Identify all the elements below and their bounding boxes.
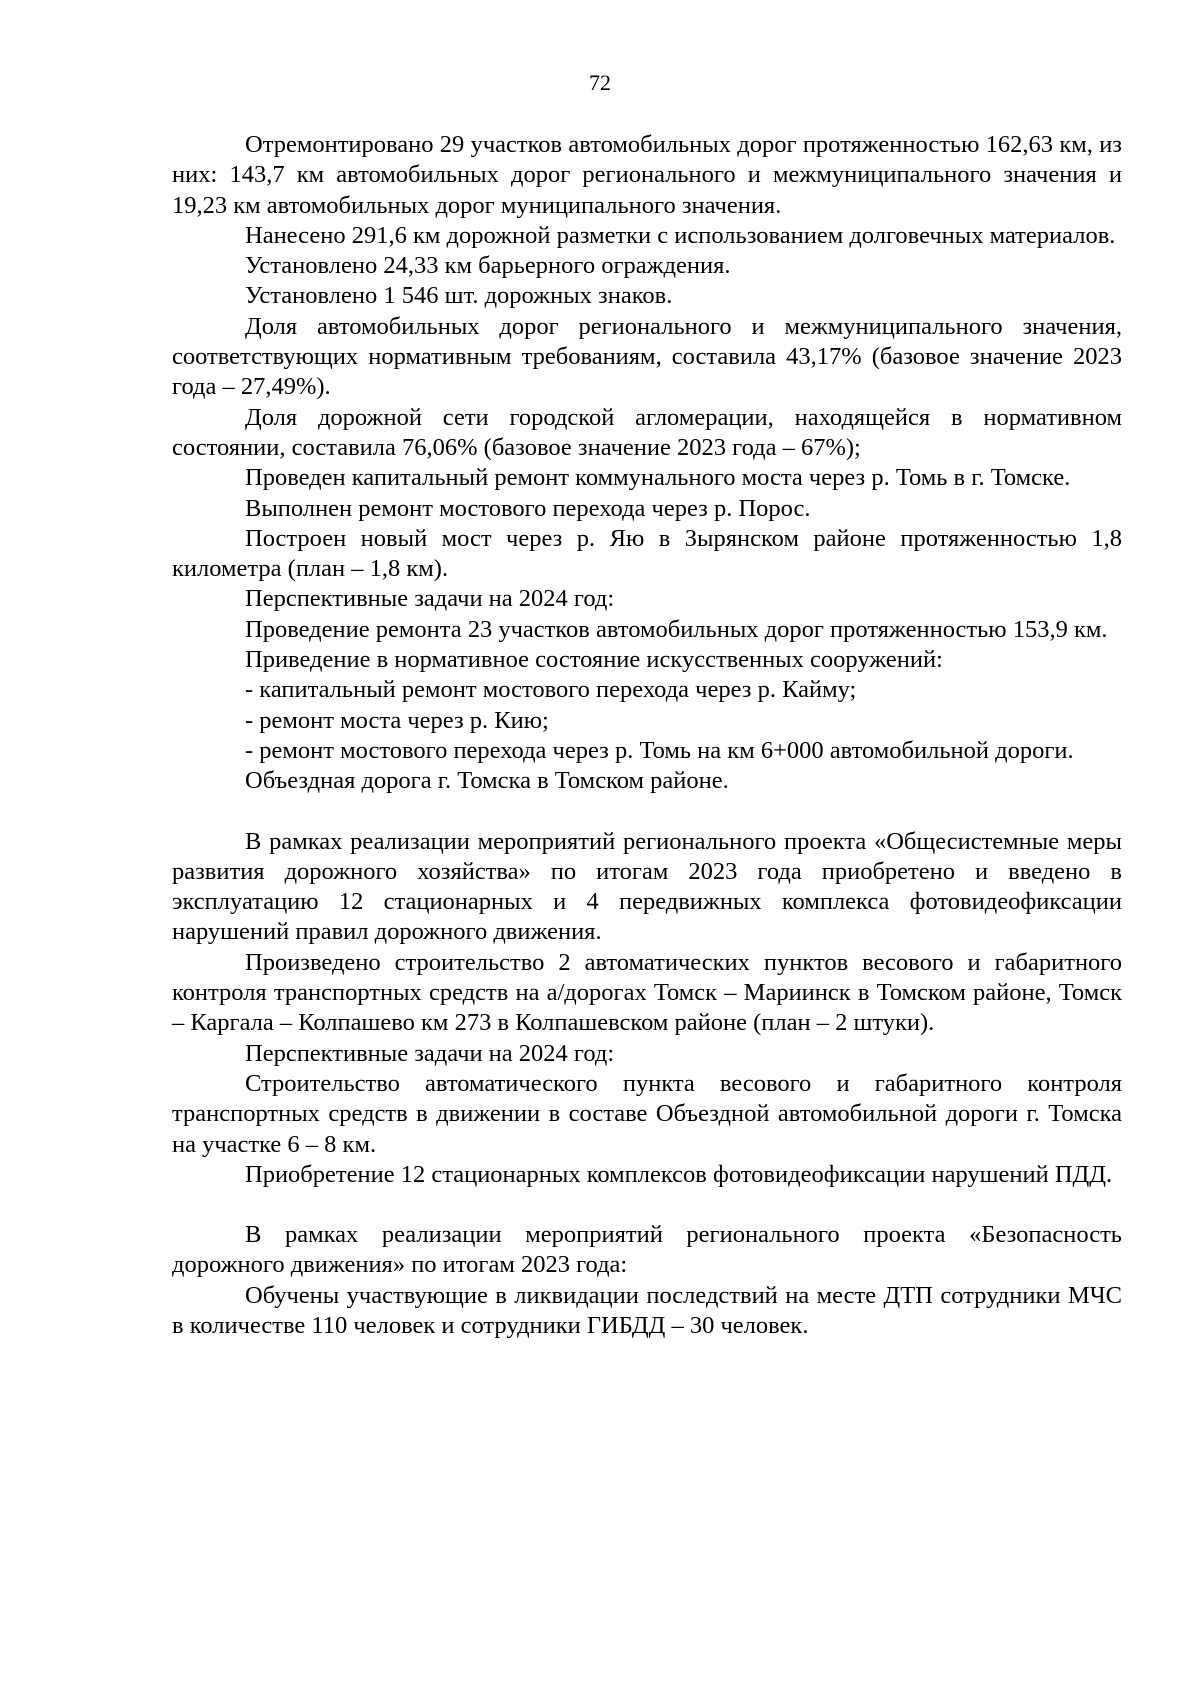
paragraph-tasks-heading: Перспективные задачи на 2024 год: (245, 585, 615, 613)
paragraph-bypass-road: Объездная дорога г. Томска в Томском районе. (245, 767, 729, 795)
paragraph-structures-heading: Приведение в нормативное состояние искусственных сооружений: (245, 646, 943, 674)
section-gap (172, 1190, 1122, 1220)
list-item-kaima-bridge: - капитальный ремонт мостового перехода через р. Кайму; (245, 676, 857, 704)
paragraph-photo-fixation-purchase: Приобретение 12 стационарных комплексов фотовидеофиксации нарушений ПДД. (245, 1160, 1113, 1188)
list-item-tom-bridge: - ремонт мостового перехода через р. Томь на км 6+000 автомобильной дороги. (245, 736, 1074, 764)
list-item-kiya-bridge: - ремонт моста через р. Кию; (245, 706, 549, 734)
paragraph-poros-bridge: Выполнен ремонт мостового перехода через р. Порос. (245, 494, 811, 522)
paragraph-tasks-heading-2: Перспективные задачи на 2024 год: (245, 1039, 615, 1067)
paragraph-weight-control-construction: Строительство автоматического пункта весового и габаритного контроля транспортных средств в движении в составе Объездной автомобильной дороги г. Томска на участке 6 – 8 км. (172, 1069, 1122, 1158)
section-gap (172, 797, 1122, 827)
paragraph-regional-roads-share: Доля автомобильных дорог регионального и межмуниципального значения, соответствующих нормативным требованиям, составила 43,17% (базовое значение 2023 года – 27,49%). (172, 312, 1122, 401)
paragraph-agglomeration-share: Доля дорожной сети городской агломерации, находящейся в нормативном состоянии, составила 76,06% (базовое значение 2023 года – 67%); (172, 403, 1122, 461)
paragraph-system-measures-project: В рамках реализации мероприятий регионального проекта «Общесистемные меры развития дорожного хозяйства» по итогам 2023 года приобретено и введено в эксплуатацию 12 стационарных и 4 передвижных комплекса фотовидеофиксации нарушений правил дорожного движения. (172, 827, 1122, 946)
page-number: 72 (589, 70, 611, 95)
paragraph-road-safety-project: В рамках реализации мероприятий регионального проекта «Безопасность дорожного движения» по итогам 2023 года: (172, 1221, 1122, 1279)
paragraph-communal-bridge: Проведен капитальный ремонт коммунального моста через р. Томь в г. Томске. (245, 464, 1071, 492)
paragraph-planned-repair: Проведение ремонта 23 участков автомобильных дорог протяженностью 153,9 км. (245, 615, 1108, 643)
paragraph-new-bridge: Построен новый мост через р. Яю в Зырянском районе протяженностью 1,8 километра (план – 1,8 км). (172, 524, 1122, 583)
paragraph-barrier-fence: Установлено 24,33 км барьерного ограждения. (245, 252, 731, 280)
paragraph-road-signs: Установлено 1 546 шт. дорожных знаков. (245, 282, 673, 310)
paragraph-training: Обучены участвующие в ликвидации последствий на месте ДТП сотрудники МЧС в количестве 110 человек и сотрудники ГИБДД – 30 человек. (172, 1281, 1122, 1339)
document-body (172, 130, 1122, 1341)
paragraph-road-marking: Нанесено 291,6 км дорожной разметки с использованием долговечных материалов. (245, 221, 1116, 249)
paragraph-roads-repaired: Отремонтировано 29 участков автомобильных дорог протяженностью 162,63 км, из них: 143,7 км автомобильных дорог регионального и межмуниципального значения и 19,23 км автомобильных дорог муниципального значения. (172, 131, 1122, 219)
paragraph-weight-control-points: Произведено строительство 2 автоматических пунктов весового и габаритного контроля транспортных средств на а/дорогах Томск – Мариинск в Томском районе, Томск – Каргала – Колпашево км 273 в Колпашевском районе (план – 2 штуки). (172, 948, 1122, 1037)
